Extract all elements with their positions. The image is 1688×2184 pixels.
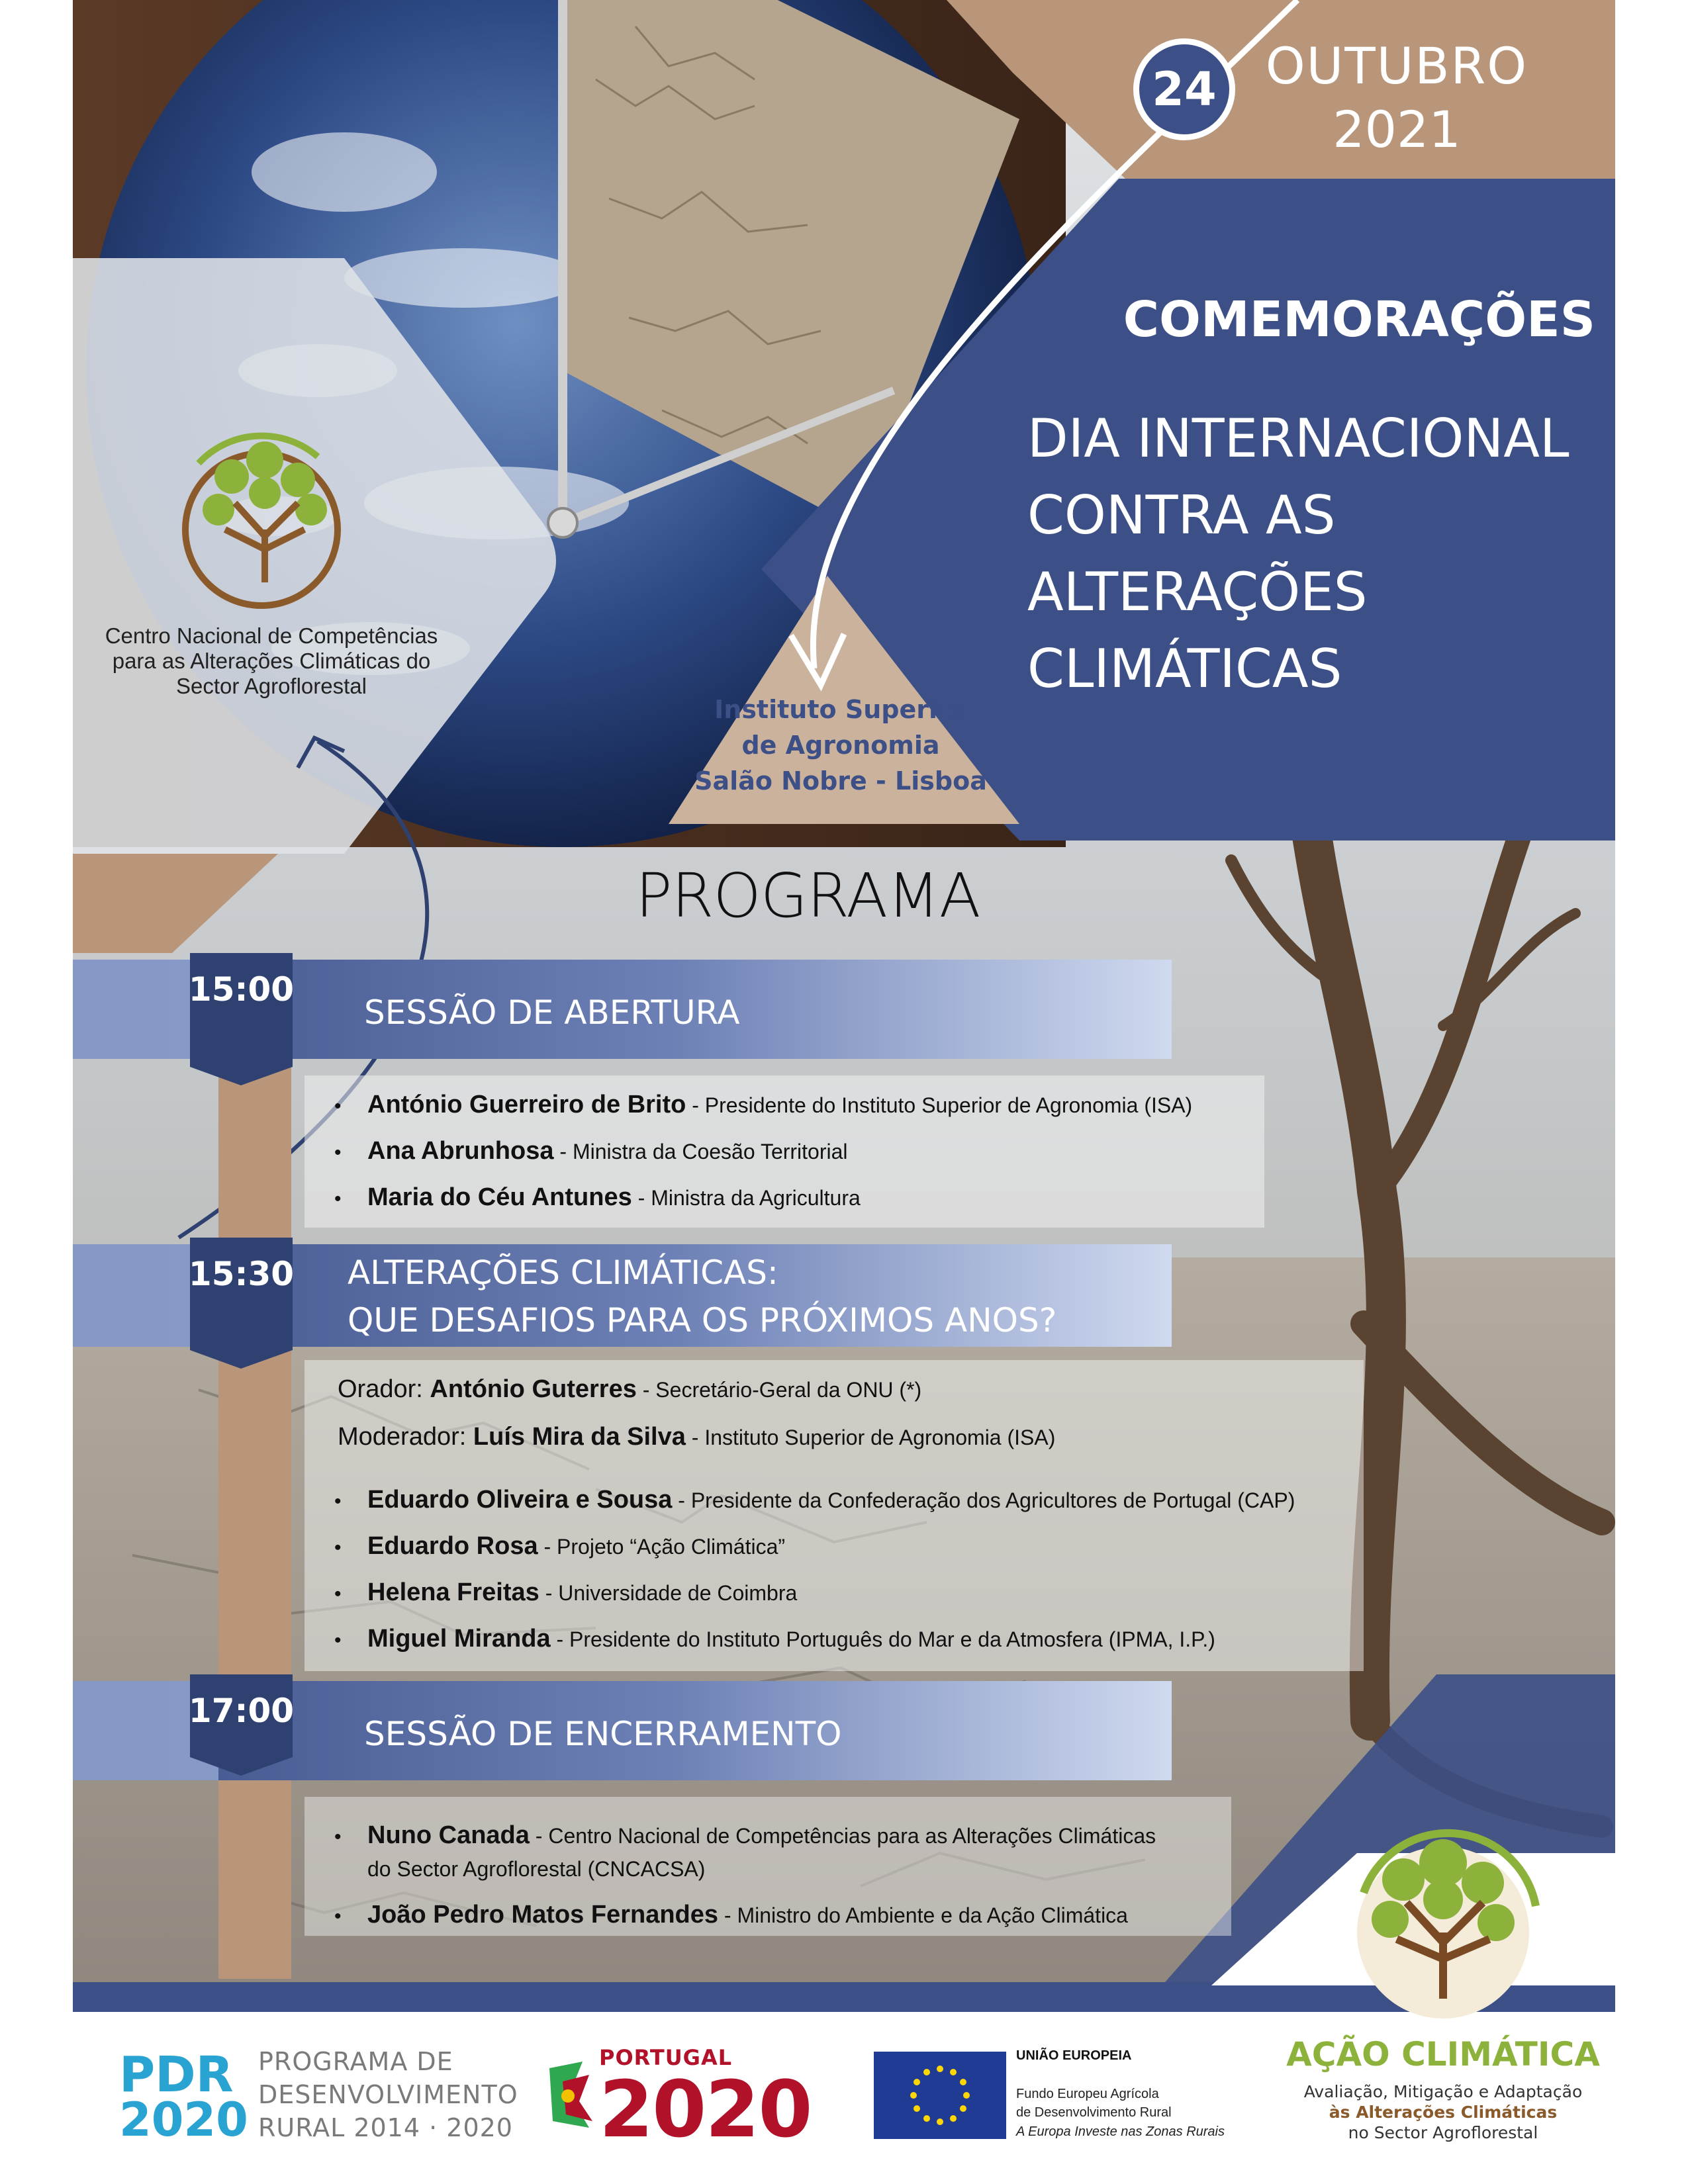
eu-fund-line: de Desenvolvimento Rural — [1016, 2105, 1172, 2120]
speaker-role: - Ministra da Agricultura — [632, 1186, 861, 1210]
acao-line — [1281, 2102, 1605, 2122]
speaker-item — [334, 1901, 1128, 1929]
event-title-line: CONTRA AS — [1027, 484, 1336, 546]
venue-line: Salão Nobre - Lisboa — [694, 766, 987, 796]
eu-fund-line: Fundo Europeu Agrícola — [1016, 2087, 1159, 2101]
bullet-icon: • — [334, 1826, 342, 1848]
bullet-icon: • — [334, 1537, 342, 1559]
pdr-line: RURAL 2014 · 2020 — [258, 2113, 513, 2142]
venue-line: de Agronomia — [741, 731, 940, 760]
speaker-item — [334, 1625, 1215, 1653]
speaker-role: - Centro Nacional de Competências para as Alterações Climáticas — [529, 1824, 1156, 1848]
session-time: 17:00 — [190, 1674, 293, 1757]
speaker-name: António Guerreiro de Brito — [367, 1091, 686, 1118]
speaker-role: do Sector Agroflorestal (CNCACSA) — [367, 1857, 706, 1881]
orador-line — [338, 1375, 921, 1404]
event-kicker: COMEMORAÇÕES — [1123, 291, 1595, 348]
organizer-name — [86, 623, 457, 699]
session-title: SESSÃO DE ENCERRAMENTO — [364, 1715, 842, 1753]
acao-line: Avaliação, Mitigação e Adaptação — [1303, 2082, 1583, 2101]
bullet-icon: • — [334, 1188, 342, 1210]
bullet-icon: • — [334, 1629, 342, 1651]
moderador-line — [338, 1423, 1055, 1451]
session-title: SESSÃO DE ABERTURA — [364, 993, 740, 1032]
speaker-item — [334, 1091, 1192, 1119]
moderador-name: Luís Mira da Silva — [473, 1423, 686, 1451]
event-title-line: DIA INTERNACIONAL — [1027, 408, 1570, 469]
acao-line: no Sector Agroflorestal — [1348, 2123, 1538, 2142]
svg-text:2020: 2020 — [119, 2093, 248, 2141]
bullet-icon: • — [334, 1905, 342, 1927]
portugal-label: PORTUGAL — [599, 2045, 733, 2070]
speaker-role: - Presidente do Instituto Superior de Agronomia (ISA) — [686, 1093, 1193, 1117]
bullet-icon: • — [334, 1583, 342, 1605]
pdr-program-name — [258, 2045, 518, 2144]
speaker-name: Maria do Céu Antunes — [367, 1183, 632, 1211]
speaker-role: - Projeto “Ação Climática” — [538, 1535, 786, 1559]
speaker-name: João Pedro Matos Fernandes — [367, 1901, 719, 1929]
portugal-2020-label: 2020 — [599, 2064, 812, 2155]
pdr-line: DESENVOLVIMENTO — [258, 2080, 518, 2109]
organizer-line: Sector Agroflorestal — [176, 674, 367, 698]
moderador-label: Moderador: — [338, 1423, 473, 1451]
event-title-line: CLIMÁTICAS — [1027, 638, 1342, 700]
bullet-icon: • — [334, 1490, 342, 1512]
program-heading: PROGRAMA — [635, 860, 980, 931]
speaker-name: Helena Freitas — [367, 1578, 539, 1606]
date-year: 2021 — [1333, 100, 1461, 159]
bullet-icon: • — [334, 1142, 342, 1163]
speaker-item — [334, 1578, 797, 1607]
speaker-role: - Presidente da Confederação dos Agricultores de Portugal (CAP) — [672, 1488, 1295, 1512]
organizer-line: Centro Nacional de Competências — [105, 623, 438, 648]
eu-title: UNIÃO EUROPEIA — [1016, 2048, 1132, 2063]
event-title-line: ALTERAÇÕES — [1027, 561, 1368, 623]
venue-line: Instituto Superior — [714, 695, 967, 724]
speaker-role: - Ministra da Coesão Territorial — [553, 1140, 848, 1163]
pdr-logo — [119, 2048, 252, 2141]
speaker-role: - Presidente do Instituto Português do Mar e da Atmosfera (IPMA, I.P.) — [550, 1627, 1215, 1651]
session-time: 15:30 — [190, 1238, 293, 1350]
speaker-item — [334, 1532, 785, 1561]
orador-name: António Guterres — [430, 1375, 637, 1403]
moderador-role: - Instituto Superior de Agronomia (ISA) — [685, 1426, 1056, 1449]
acao-climatica-subtitle — [1281, 2081, 1605, 2143]
session-title: ALTERAÇÕES CLIMÁTICAS: — [348, 1253, 778, 1292]
organizer-line: para as Alterações Climáticas do — [112, 649, 431, 673]
acao-climatica-title: AÇÃO CLIMÁTICA — [1286, 2035, 1600, 2073]
acao-line-bold: às Alterações Climáticas — [1329, 2103, 1558, 2122]
speaker-role: - Universidade de Coimbra — [539, 1581, 798, 1605]
speaker-role: - Ministro do Ambiente e da Ação Climática — [718, 1903, 1128, 1927]
pdr-line: PROGRAMA DE — [258, 2047, 453, 2076]
eu-fund — [1016, 2085, 1172, 2122]
event-title — [1027, 400, 1623, 707]
eu-slogan: A Europa Investe nas Zonas Rurais — [1016, 2124, 1225, 2139]
portugal-emblem-icon — [543, 2055, 596, 2134]
orador-role: - Secretário-Geral da ONU (*) — [636, 1378, 922, 1402]
speaker-item — [334, 1137, 848, 1165]
speaker-item — [334, 1821, 1156, 1850]
speaker-name: Eduardo Rosa — [367, 1532, 538, 1560]
session-time: 15:00 — [190, 953, 293, 1067]
bullet-icon: • — [334, 1095, 342, 1117]
speaker-name: Miguel Miranda — [367, 1625, 551, 1653]
date-month: OUTUBRO — [1265, 36, 1528, 95]
speaker-name: Ana Abrunhosa — [367, 1137, 554, 1165]
speaker-item — [334, 1486, 1295, 1514]
date-day-badge: 24 — [1133, 38, 1235, 140]
session-title: QUE DESAFIOS PARA OS PRÓXIMOS ANOS? — [348, 1301, 1057, 1340]
speaker-item — [334, 1183, 861, 1212]
venue — [675, 692, 1006, 799]
orador-label: Orador: — [338, 1375, 430, 1403]
eu-flag-icon — [874, 2052, 1006, 2139]
speaker-name: Eduardo Oliveira e Sousa — [367, 1486, 673, 1514]
speaker-name: Nuno Canada — [367, 1821, 530, 1849]
svg-text:PDR: PDR — [119, 2048, 234, 2103]
speaker-role-continued — [367, 1854, 705, 1882]
